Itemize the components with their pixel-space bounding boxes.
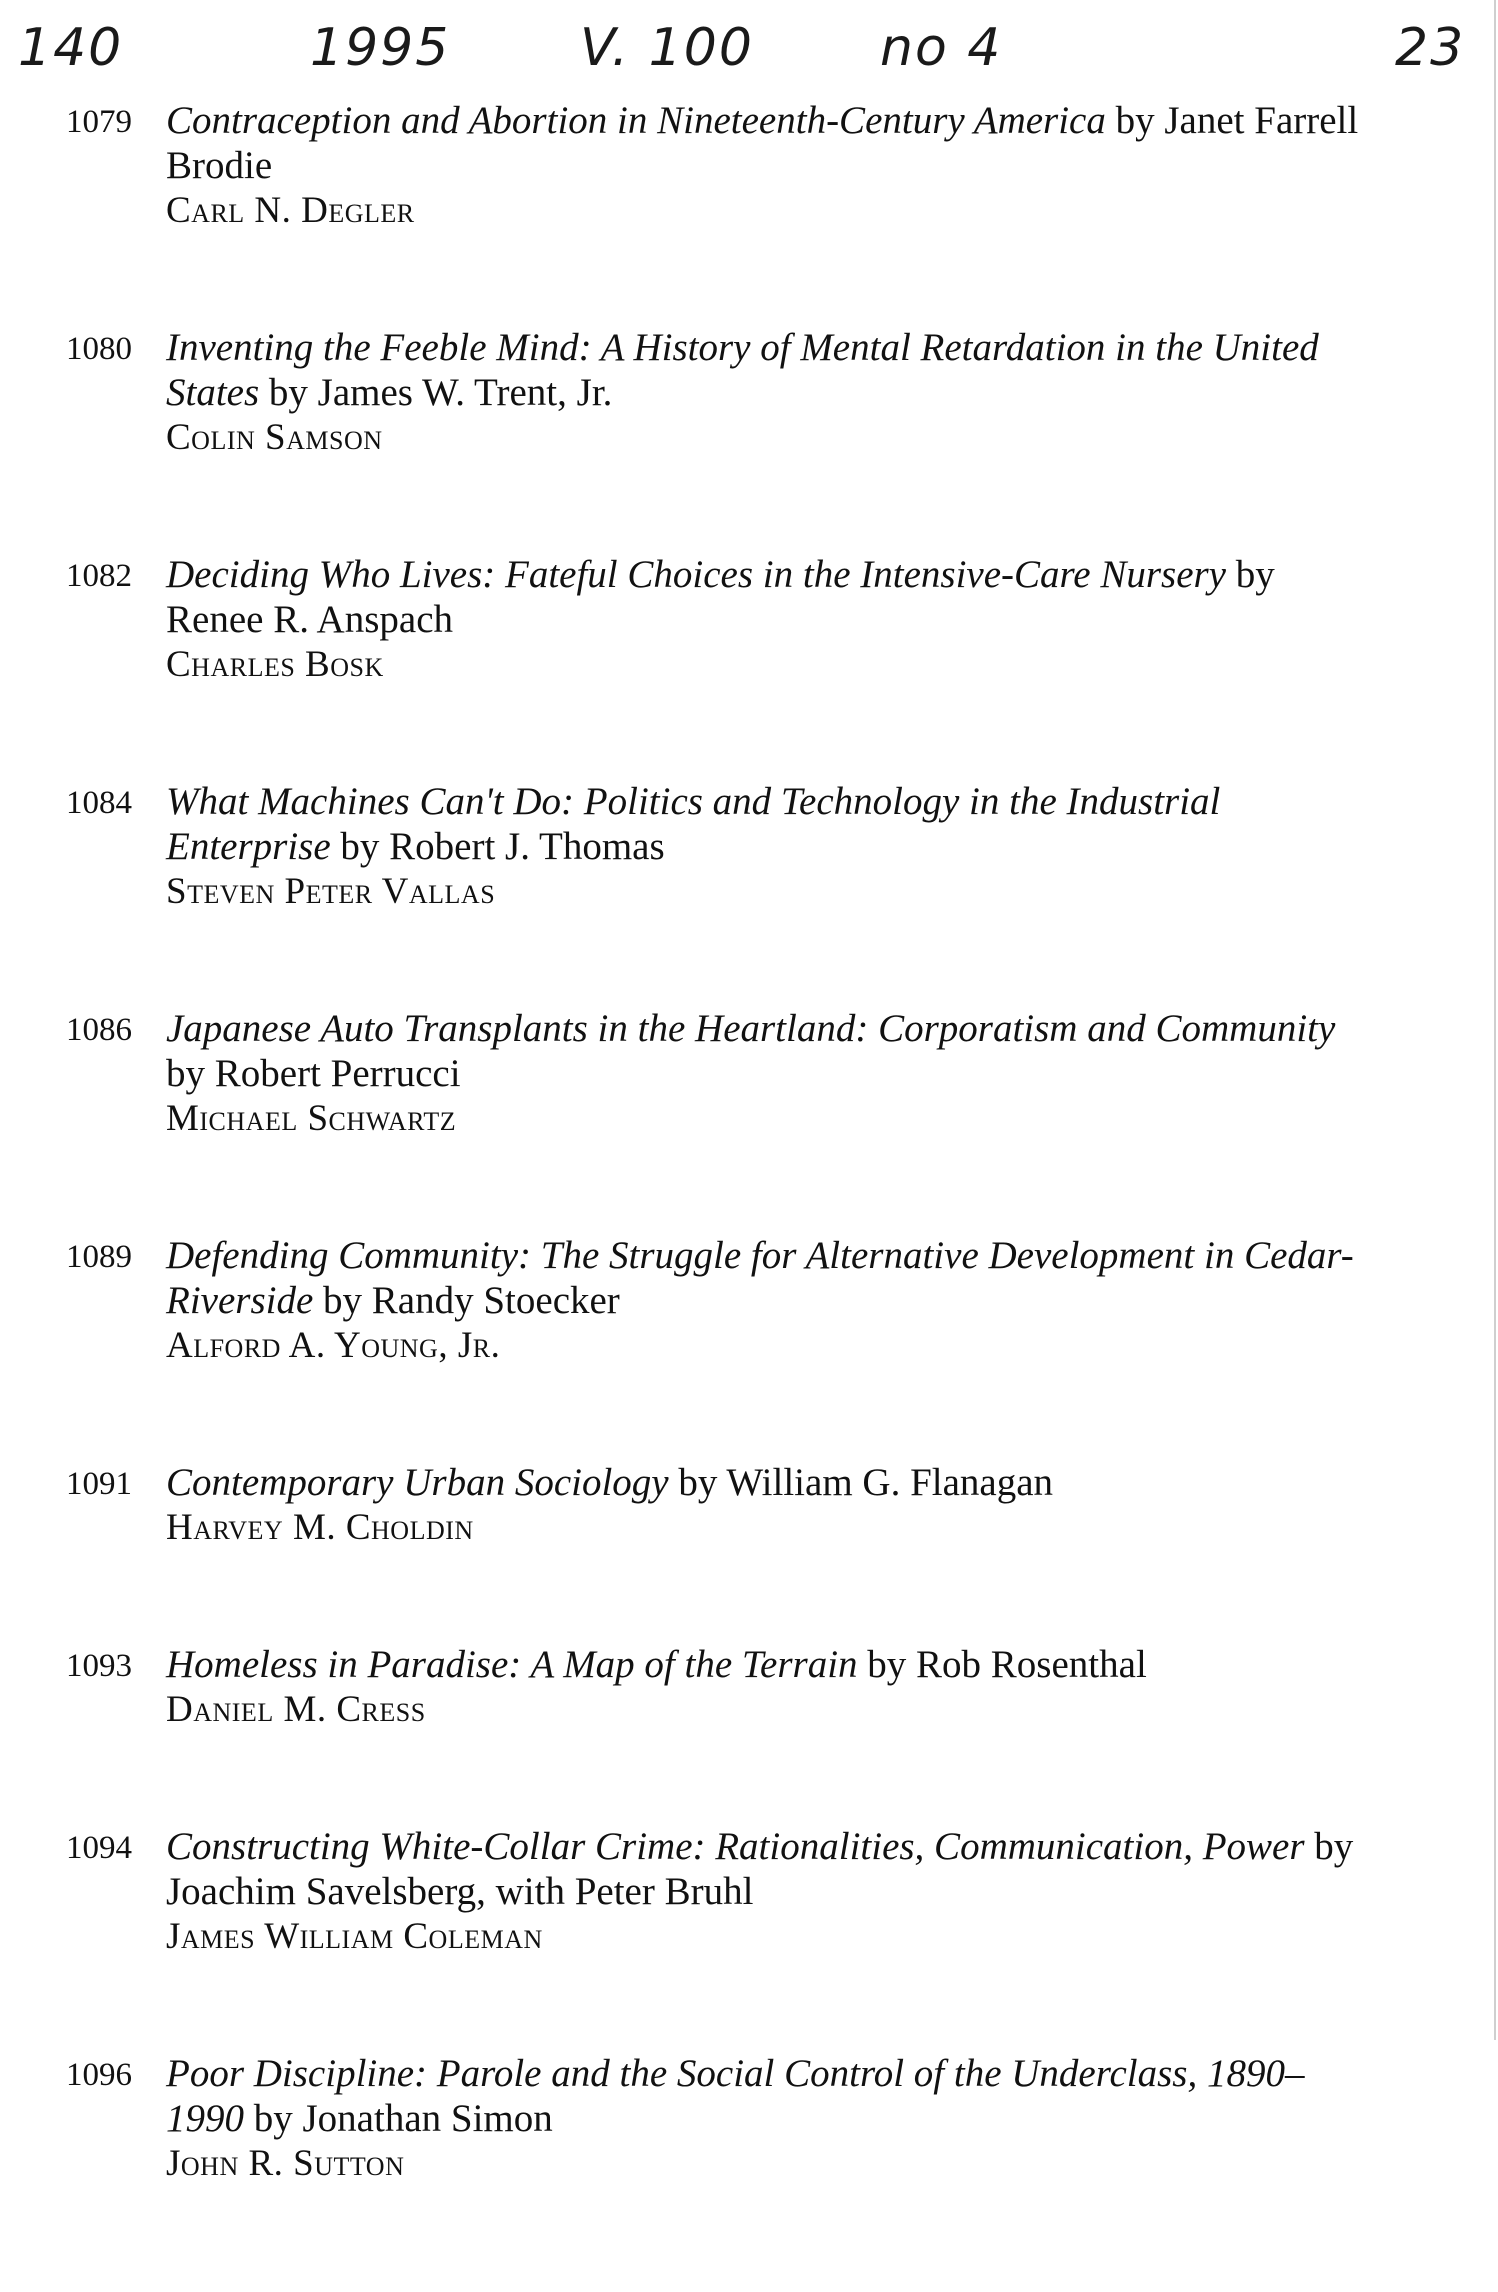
- reviewer-name: John R. Sutton: [166, 2143, 405, 2184]
- handwritten-issue-number: no 4: [880, 18, 1003, 78]
- book-author: Jonathan Simon: [302, 2097, 553, 2140]
- book-author: Robert J. Thomas: [389, 825, 665, 868]
- entry-page-number: 1082: [66, 558, 132, 594]
- by-connector: by: [313, 1279, 372, 1322]
- entry-page-number: 1089: [66, 1239, 132, 1275]
- reviewer-name: Daniel M. Cress: [166, 1689, 426, 1730]
- reviewer-name: Alford A. Young, Jr.: [166, 1325, 501, 1366]
- book-author: Robert Perrucci: [214, 1052, 461, 1095]
- book-title: Constructing White-Collar Crime: Rationalities, Communication, Power: [166, 1825, 1305, 1868]
- review-entry: [66, 98, 1366, 233]
- entry-page-number: 1079: [66, 104, 132, 140]
- handwritten-volume-number: V. 100: [580, 18, 754, 78]
- by-connector: by: [259, 371, 318, 414]
- book-title: Contraception and Abortion in Nineteenth-Century America: [166, 99, 1106, 142]
- book-author: Randy Stoecker: [371, 1279, 620, 1322]
- book-title: Contemporary Urban Sociology: [166, 1461, 669, 1504]
- entry-body: [166, 2051, 1366, 2186]
- by-connector: by: [1226, 553, 1275, 596]
- entry-page-number: 1080: [66, 331, 132, 367]
- book-author: Janet Farrell Brodie: [166, 99, 1359, 187]
- entry-page-number: 1086: [66, 1012, 132, 1048]
- by-connector: by: [1304, 1825, 1354, 1868]
- entry-body: [166, 1642, 1366, 1732]
- handwritten-volume: 140: [18, 18, 124, 78]
- review-entry: [66, 1642, 1366, 1732]
- book-title: Japanese Auto Transplants in the Heartland: Corporatism and Community: [166, 1007, 1336, 1050]
- book-title: Homeless in Paradise: A Map of the Terrain: [166, 1643, 858, 1686]
- entry-body: [166, 1460, 1366, 1550]
- entry-body: [166, 1824, 1366, 1959]
- by-connector: by: [166, 1052, 215, 1095]
- reviewer-name: Carl N. Degler: [166, 190, 415, 231]
- entry-body: [166, 1006, 1366, 1141]
- entry-page-number: 1096: [66, 2057, 132, 2093]
- handwritten-year: 1995: [310, 18, 451, 78]
- review-entry: [66, 779, 1366, 914]
- entry-page-number: 1093: [66, 1648, 132, 1684]
- entry-page-number: 1091: [66, 1466, 132, 1502]
- entry-page-number: 1094: [66, 1830, 132, 1866]
- review-entry: [66, 1824, 1366, 1959]
- entry-body: [166, 552, 1366, 687]
- review-entry: [66, 325, 1366, 460]
- by-connector: by: [857, 1643, 917, 1686]
- review-entry: [66, 2051, 1366, 2186]
- book-title: Inventing the Feeble Mind: A History of Mental Retardation in the United States: [166, 326, 1319, 414]
- reviewer-name: Harvey M. Choldin: [166, 1507, 474, 1548]
- entry-body: [166, 1233, 1366, 1368]
- review-entry: [66, 1233, 1366, 1368]
- reviewer-name: Michael Schwartz: [166, 1098, 457, 1139]
- review-list: [66, 98, 1366, 2278]
- book-author: Renee R. Anspach: [166, 598, 454, 641]
- book-author: Joachim Savelsberg, with Peter Bruhl: [166, 1870, 754, 1913]
- book-title: Deciding Who Lives: Fateful Choices in the Intensive-Care Nursery: [166, 553, 1226, 596]
- by-connector: by: [1105, 99, 1165, 142]
- reviewer-name: Charles Bosk: [166, 644, 384, 685]
- reviewer-name: James William Coleman: [166, 1916, 543, 1957]
- book-author: William G. Flanagan: [726, 1461, 1054, 1504]
- review-entry: [66, 1460, 1366, 1550]
- book-author: Rob Rosenthal: [916, 1643, 1147, 1686]
- book-title: What Machines Can't Do: Politics and Technology in the Industrial Enterprise: [166, 780, 1221, 868]
- entry-page-number: 1084: [66, 785, 132, 821]
- review-entry: [66, 552, 1366, 687]
- entry-body: [166, 325, 1366, 460]
- book-title: Poor Discipline: Parole and the Social Control of the Underclass, 1890–1990: [166, 2052, 1305, 2140]
- by-connector: by: [330, 825, 390, 868]
- by-connector: by: [244, 2097, 303, 2140]
- scan-edge-line: [1494, 0, 1496, 2040]
- by-connector: by: [668, 1461, 727, 1504]
- entry-body: [166, 98, 1366, 233]
- review-entry: [66, 1006, 1366, 1141]
- book-title: Defending Community: The Struggle for Alternative Development in Cedar-Riverside: [166, 1234, 1354, 1322]
- handwritten-page-mark: 23: [1395, 18, 1466, 78]
- reviewer-name: Steven Peter Vallas: [166, 871, 496, 912]
- book-author: James W. Trent, Jr.: [317, 371, 613, 414]
- reviewer-name: Colin Samson: [166, 417, 383, 458]
- entry-body: [166, 779, 1366, 914]
